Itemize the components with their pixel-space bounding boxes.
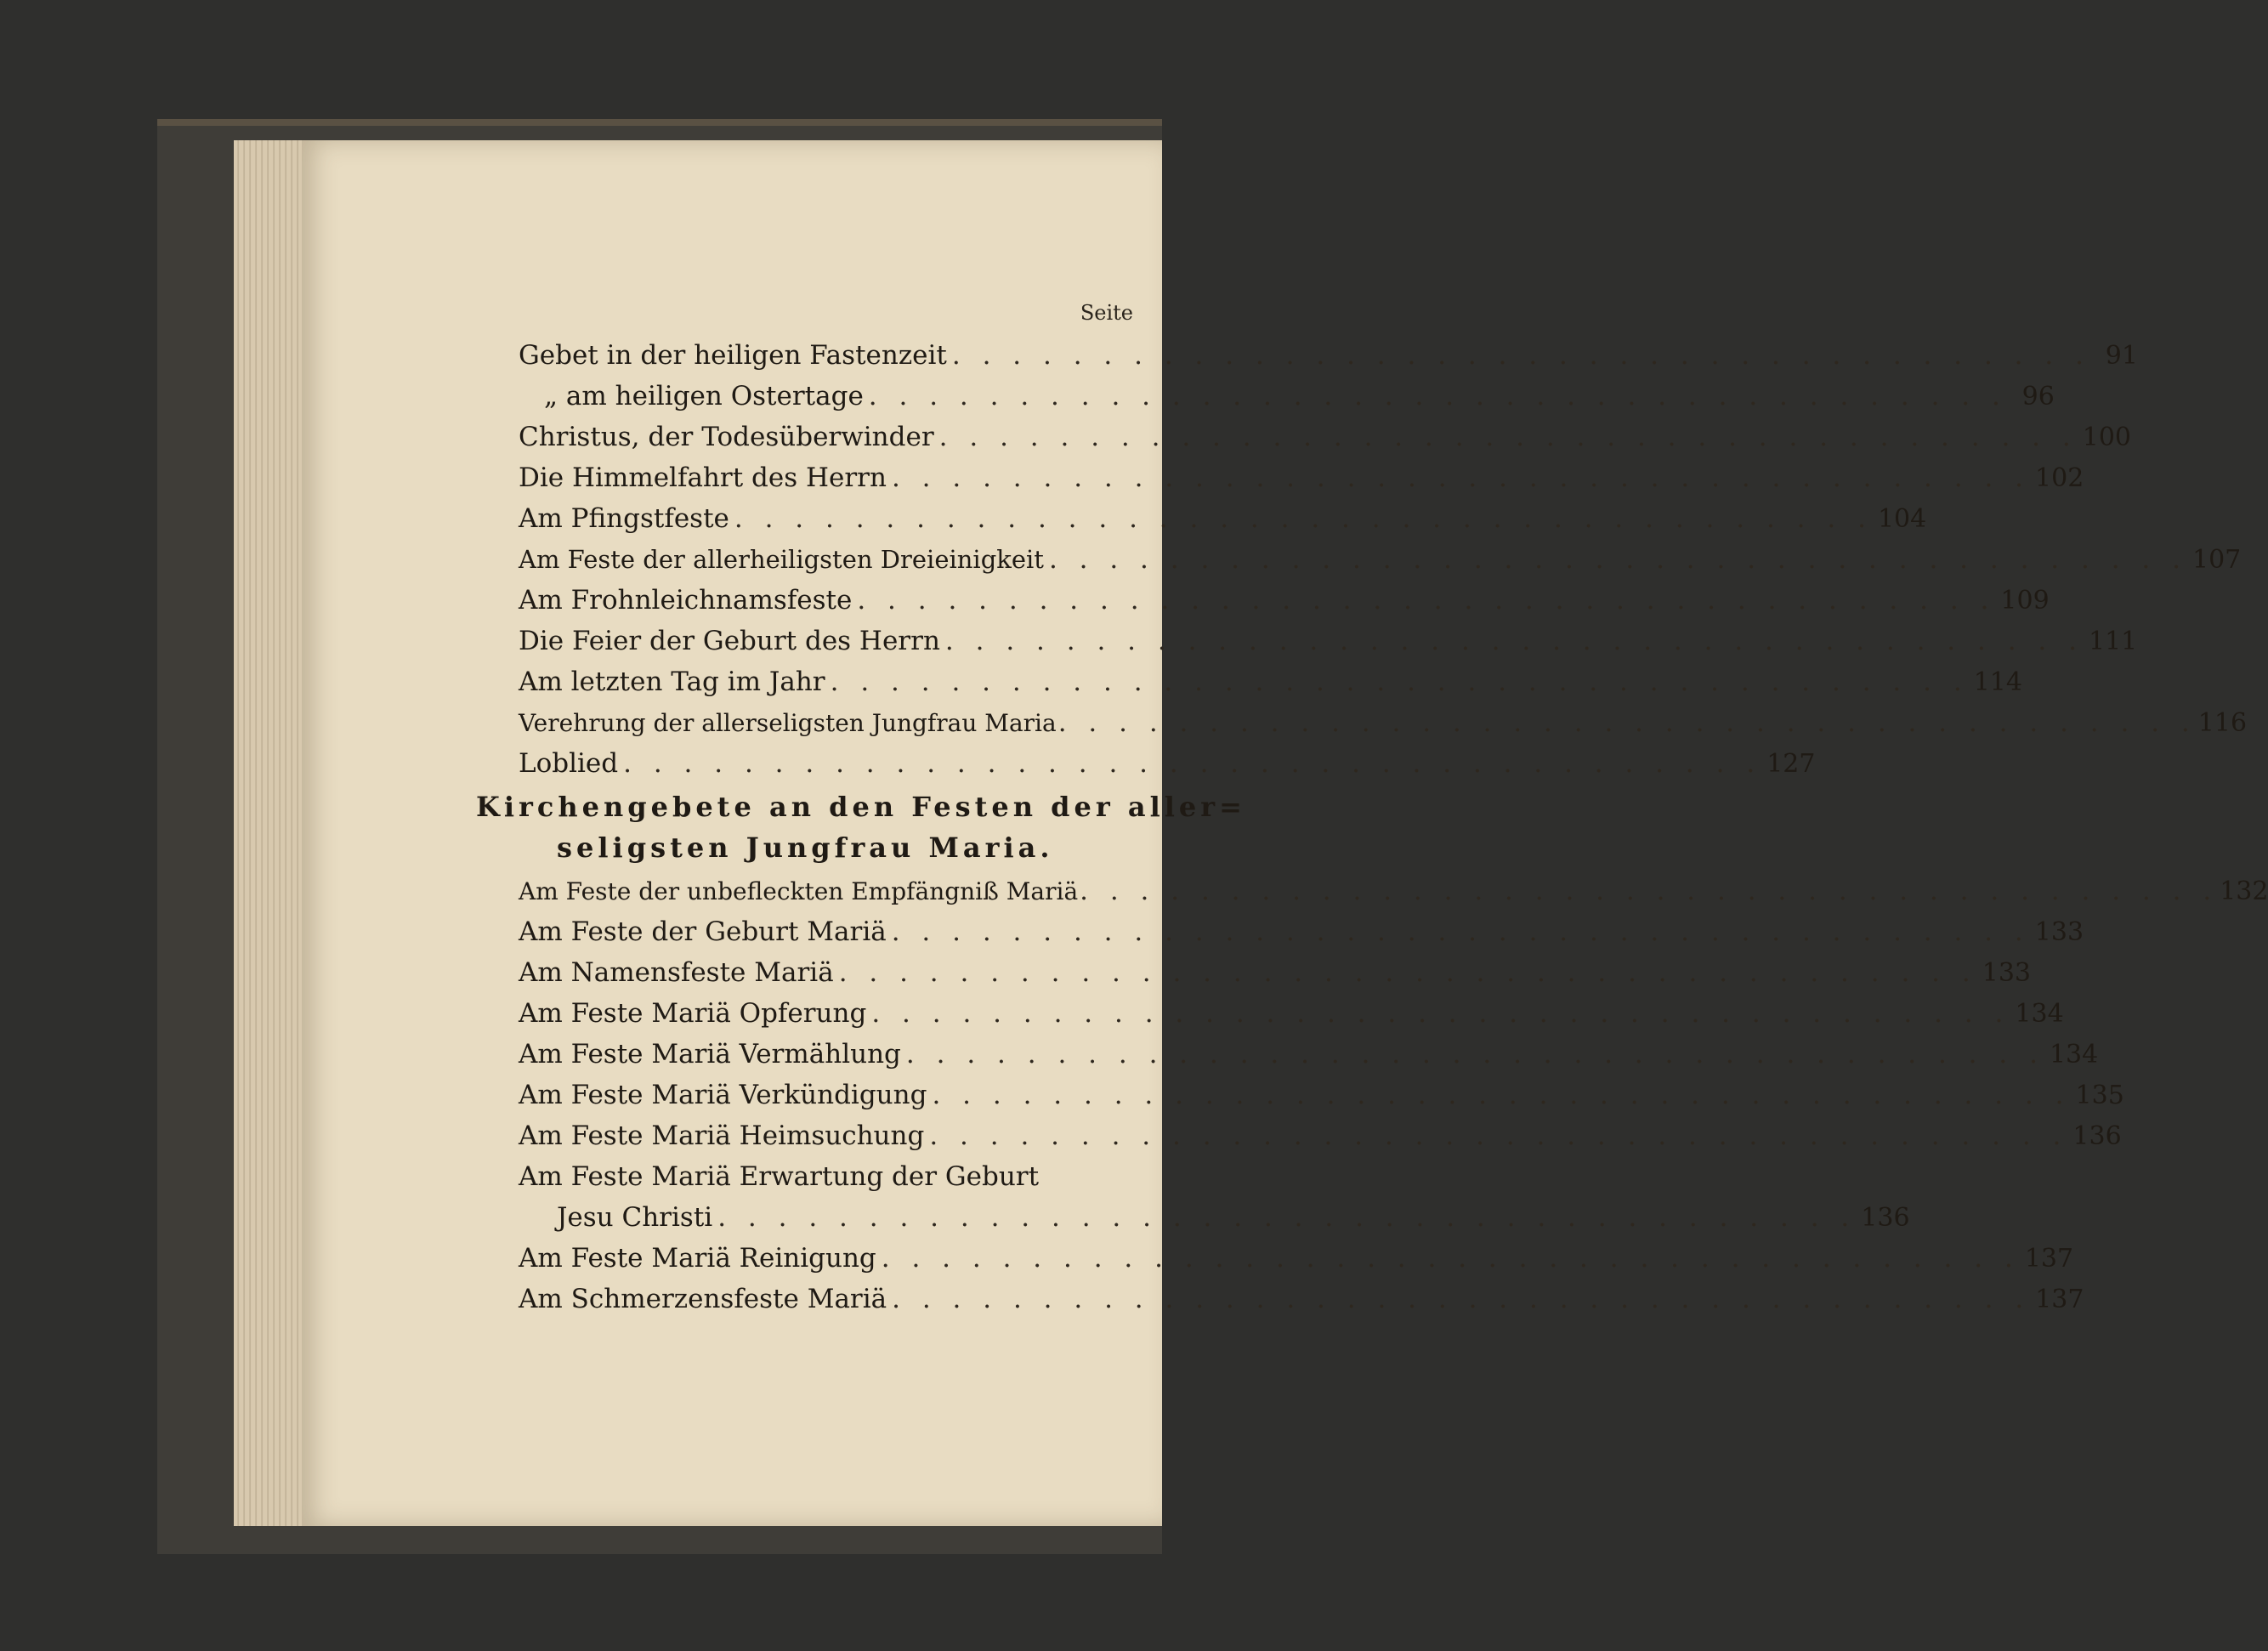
toc-entry-title: Am Namensfeste Mariä xyxy=(519,957,834,988)
page-header-label: Seite xyxy=(1080,301,1133,325)
leader-dots xyxy=(887,1284,2035,1314)
toc-entry-continued xyxy=(557,1202,1910,1243)
toc-entry-page: 100 xyxy=(2082,423,2131,452)
toc-entry-title: Am letzten Tag im Jahr xyxy=(519,667,825,697)
leader-dots xyxy=(825,667,1974,697)
toc-entry-page: 102 xyxy=(2035,463,2084,493)
toc-entry-page: 116 xyxy=(2197,708,2248,738)
leader-dots xyxy=(940,626,2089,656)
toc-entry-page: 111 xyxy=(2088,627,2138,656)
toc-entry-title: Am Pfingstfeste xyxy=(519,503,729,534)
toc-entry xyxy=(519,626,2138,667)
toc-entry xyxy=(519,1243,2074,1284)
toc-entry-title: „ am heiligen Ostertage xyxy=(544,381,864,411)
toc-entry-title: Die Feier der Geburt des Herrn xyxy=(519,626,940,656)
toc-entry xyxy=(519,462,2084,503)
toc-entry xyxy=(519,957,2032,998)
toc-entry-title: Die Himmelfahrt des Herrn xyxy=(519,462,887,493)
leader-dots xyxy=(1044,544,2192,575)
leader-dots xyxy=(1078,876,2220,906)
toc-entry-page: 137 xyxy=(2035,1285,2084,1314)
toc-entry-title: Am Feste der allerheiligsten Dreieinigkeit xyxy=(519,545,1044,574)
leader-dots xyxy=(901,1039,2050,1069)
toc-entry xyxy=(519,1039,2099,1080)
leader-dots xyxy=(887,916,2035,947)
leader-dots xyxy=(712,1202,1861,1233)
toc-entry xyxy=(519,667,2022,707)
toc-entry xyxy=(519,1161,1097,1202)
toc-entry xyxy=(519,381,2055,422)
leader-dots xyxy=(834,957,1982,988)
toc-entry-page: 137 xyxy=(2024,1244,2074,1274)
toc-entry-title: Am Feste Mariä Opferung xyxy=(519,998,867,1029)
leader-dots xyxy=(852,585,2000,616)
toc-entry-page: 107 xyxy=(2192,545,2242,575)
toc-entry-page: 127 xyxy=(1766,749,1816,779)
toc-entry-title: Loblied xyxy=(519,748,619,779)
toc-entry-page: 133 xyxy=(1982,958,2032,988)
leader-dots xyxy=(947,340,2095,371)
toc-entry-page: 109 xyxy=(2000,586,2050,616)
toc-entry-title: Jesu Christi xyxy=(557,1202,713,1233)
toc-entry-page: 114 xyxy=(1973,667,2022,697)
toc-entry-page: 136 xyxy=(2072,1121,2122,1151)
toc-entry-title: Am Frohnleichnamsfeste xyxy=(519,585,853,616)
toc-entry xyxy=(519,1080,2124,1121)
leader-dots xyxy=(927,1080,2075,1110)
toc-entry-title: Am Feste Mariä Verkündigung xyxy=(519,1080,927,1110)
toc-entry xyxy=(519,585,2050,626)
leader-dots xyxy=(866,998,2015,1029)
toc-entry xyxy=(519,340,2138,381)
toc-entry-page: 96 xyxy=(2021,382,2055,411)
toc-entry-title: Am Feste der unbefleckten Empfängniß Mariä xyxy=(519,877,1079,905)
toc-entry xyxy=(519,876,2268,916)
toc-entry-page: 134 xyxy=(2049,1040,2099,1069)
toc-entry-title: Christus, der Todesüberwinder xyxy=(519,422,934,452)
leader-dots xyxy=(729,503,1878,534)
toc-entry-page: 91 xyxy=(2105,341,2138,371)
toc-entry-title: Am Feste Mariä Erwartung der Geburt xyxy=(519,1161,1040,1192)
section-heading-continued: seligsten Jungfrau Maria. xyxy=(557,831,1054,864)
toc-entry-page: 134 xyxy=(2015,999,2064,1029)
toc-entry xyxy=(519,748,1816,789)
section-heading: Kirchengebete an den Festen der aller= xyxy=(476,791,1246,823)
leader-dots xyxy=(924,1121,2072,1151)
leader-dots xyxy=(876,1243,2025,1274)
toc-entry-title: Gebet in der heiligen Fastenzeit xyxy=(519,340,947,371)
leader-dots xyxy=(1057,707,2198,738)
toc-entry xyxy=(519,998,2064,1039)
toc-entry-title: Am Feste Mariä Reinigung xyxy=(519,1243,876,1274)
toc-entry xyxy=(519,503,1927,544)
leader-dots xyxy=(864,381,2012,411)
leader-dots xyxy=(934,422,2083,452)
leader-dots xyxy=(618,748,1766,779)
toc-entry-title: Verehrung der allerseligsten Jungfrau Maria xyxy=(519,709,1057,737)
toc-entry-title: Am Schmerzensfeste Mariä xyxy=(519,1284,887,1314)
toc-entry xyxy=(519,1121,2122,1161)
toc-entry-page: 132 xyxy=(2220,877,2268,906)
toc-entry-page: 136 xyxy=(1861,1203,1910,1233)
toc-entry-page: 133 xyxy=(2034,917,2084,947)
leader-dots xyxy=(887,462,2035,493)
toc-entry-title: Am Feste der Geburt Mariä xyxy=(519,916,887,947)
toc-entry-page: 104 xyxy=(1877,504,1927,534)
toc-entry-title: Am Feste Mariä Vermählung xyxy=(519,1039,901,1069)
toc-entry-title: Am Feste Mariä Heimsuchung xyxy=(519,1121,925,1151)
toc-entry xyxy=(519,544,2242,585)
toc-entry xyxy=(519,422,2131,462)
toc-entry xyxy=(519,707,2248,748)
toc-entry-page: 135 xyxy=(2075,1081,2124,1110)
toc-entry xyxy=(519,1284,2084,1325)
toc-entry xyxy=(519,916,2084,957)
